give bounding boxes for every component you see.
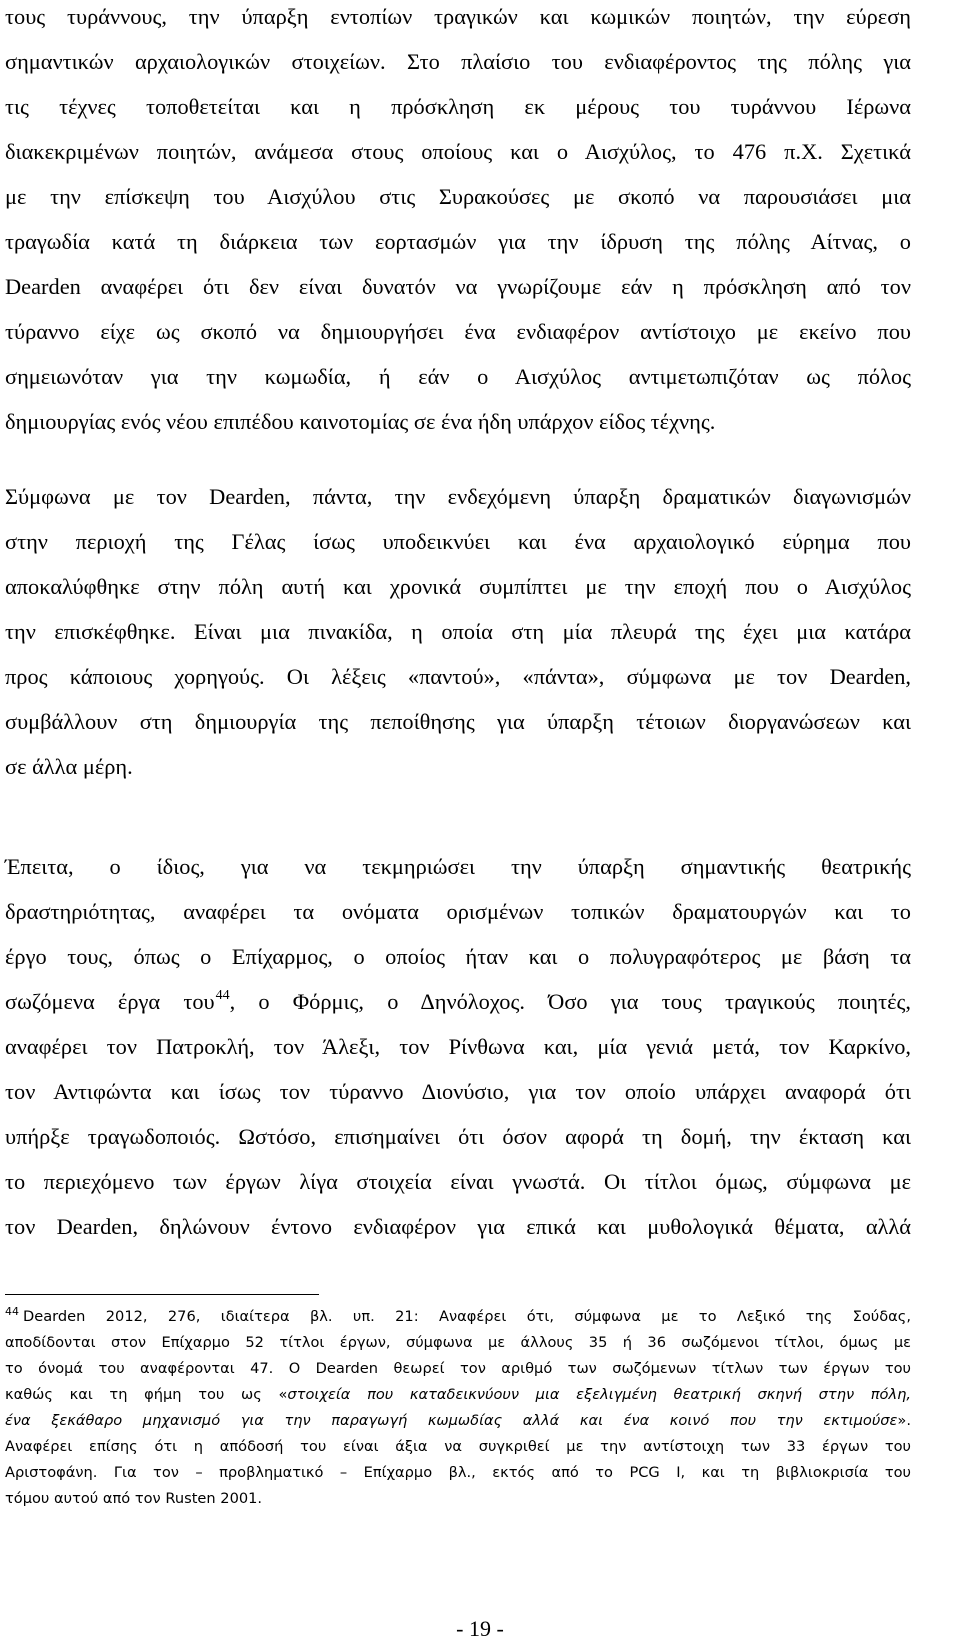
- body-line: προς κάποιους χορηγούς. Οι λέξεις «παντού», «πάντα», σύμφωνα με τον Dearden,: [5, 664, 911, 689]
- footnote-line: [5, 1411, 911, 1431]
- body-line: Σύμφωνα με τον Dearden, πάντα, την ενδεχόμενη ύπαρξη δραματικών διαγωνισμών: [5, 484, 911, 509]
- footnote-quote: στοιχεία που καταδεικνύουν μια εξελιγμένη θεατρική σκηνή στην πόλη,: [287, 1386, 912, 1403]
- body-line: έργο τους, όπως ο Επίχαρμος, ο οποίος ήταν και ο πολυγραφότερος με βάση τα: [5, 944, 911, 969]
- body-line: δραστηριότητας, αναφέρει τα ονόματα ορισμένων τοπικών δραματουργών και το: [5, 899, 911, 924]
- body-line: σε άλλα μέρη.: [5, 754, 133, 779]
- footnote-quote: ένα ξεκάθαρο μηχανισμό για την παραγωγή κωμωδίας αλλά και ένα κοινό που την εκτιμούσε: [5, 1412, 898, 1429]
- footnote-line: [5, 1385, 911, 1405]
- footnote-line: τόμου αυτού από τον Rusten 2001.: [5, 1490, 263, 1507]
- body-line: διακεκριμένων ποιητών, ανάμεσα στους οποίους και ο Αισχύλος, το 476 π.Χ. Σχετικά: [5, 139, 911, 164]
- body-line: σημειωνόταν για την κωμωδία, ή εάν ο Αισχύλος αντιμετωπιζόταν ως πόλος: [5, 364, 911, 389]
- footnote-number: 44: [5, 1305, 19, 1318]
- body-line: δημιουργίας ενός νέου επιπέδου καινοτομίας σε ένα ήδη υπάρχον είδος τέχνης.: [5, 409, 716, 434]
- body-line: στην περιοχή της Γέλας ίσως υποδεικνύει και ένα αρχαιολογικό εύρημα που: [5, 529, 911, 554]
- body-line: Έπειτα, ο ίδιος, για να τεκμηριώσει την ύπαρξη σημαντικής θεατρικής: [5, 854, 911, 879]
- footnote-line: αποδίδονται στον Επίχαρμο 52 τίτλοι έργων, σύμφωνα με άλλους 35 ή 36 σωζόμενοι τίτλοι, όμως με: [5, 1334, 911, 1351]
- body-line: σημαντικών αρχαιολογικών στοιχείων. Στο πλαίσιο του ενδιαφέροντος της πόλης για: [5, 49, 911, 74]
- body-line: τον Dearden, δηλώνουν έντονο ενδιαφέρον για επικά και μυθολογικά θέματα, αλλά: [5, 1214, 911, 1239]
- footnote-line: το όνομά του αναφέρονται 47. Ο Dearden θεωρεί τον αριθμό των σωζόμενων τίτλων των έργων του: [5, 1360, 911, 1377]
- body-line: Dearden αναφέρει ότι δεν είναι δυνατόν να γνωρίζουμε εάν η πρόσκληση από τον: [5, 274, 911, 299]
- body-line: υπήρξε τραγωδοποιός. Ωστόσο, επισημαίνει ότι όσον αφορά τη δομή, την έκταση και: [5, 1124, 911, 1149]
- page-number: - 19 -: [456, 1616, 504, 1641]
- body-line: τις τέχνες τοποθετείται και η πρόσκληση εκ μέρους του τυράννου Ιέρωνα: [5, 94, 911, 119]
- body-text-segment: σωζόμενα έργα του: [5, 989, 215, 1014]
- footnote-reference[interactable]: 44: [215, 988, 230, 1003]
- body-line: με την επίσκεψη του Αισχύλου στις Συρακούσες με σκοπό να παρουσιάσει μια: [5, 184, 911, 209]
- body-line: το περιεχόμενο των έργων λίγα στοιχεία είναι γνωστά. Οι τίτλοι όμως, σύμφωνα με: [5, 1169, 911, 1194]
- footnote-line: Αριστοφάνη. Για τον – προβληματικό – Επίχαρμο βλ., εκτός από το PCG I, και τη βιβλιοκρισία του: [5, 1464, 911, 1481]
- body-line: αναφέρει τον Πατροκλή, τον Άλεξι, τον Ρίνθωνα και, μία γενιά μετά, τον Καρκίνο,: [5, 1034, 911, 1059]
- body-line: τους τυράννους, την ύπαρξη εντοπίων τραγικών και κωμικών ποιητών, την εύρεση: [5, 4, 911, 29]
- body-line: αποκαλύφθηκε στην πόλη αυτή και χρονικά συμπίπτει με την εποχή που ο Αισχύλος: [5, 574, 911, 599]
- body-line: τραγωδία κατά τη διάρκεια των εορτασμών για την ίδρυση της πόλης Αίτνας, ο: [5, 229, 911, 254]
- footnote-line: Αναφέρει επίσης ότι η απόδοσή του είναι άξια να συγκριθεί με την αντίστοιχη των 33 έργων του: [5, 1438, 911, 1455]
- body-line-with-footnote-ref: [5, 987, 911, 1021]
- footnote-text: καθώς και τη φήμη του ως «: [5, 1386, 288, 1403]
- footnote-line: [5, 1307, 911, 1328]
- body-text-segment: , ο Φόρμις, ο Δηνόλοχος. Όσο για τους τραγικούς ποιητές,: [229, 989, 912, 1014]
- body-line: τύραννο είχε ως σκοπό να δημιουργήσει ένα ενδιαφέρον αντίστοιχο με εκείνο που: [5, 319, 911, 344]
- body-line: την επισκέφθηκε. Είναι μια πινακίδα, η οποία στη μία πλευρά της έχει μια κατάρα: [5, 619, 911, 644]
- footnote-text: Dearden 2012, 276, ιδιαίτερα βλ. υπ. 21: Αναφέρει ότι, σύμφωνα με το Λεξικό της Σούδας,: [23, 1308, 911, 1325]
- body-line: τον Αντιφώντα και ίσως τον τύραννο Διονύσιο, για τον οποίο υπάρχει αναφορά ότι: [5, 1079, 911, 1104]
- body-line: συμβάλλουν στη δημιουργία της πεποίθησης για ύπαρξη τέτοιων διοργανώσεων και: [5, 709, 911, 734]
- footnote-text: ».: [897, 1412, 911, 1429]
- footnote-separator: [5, 1294, 319, 1295]
